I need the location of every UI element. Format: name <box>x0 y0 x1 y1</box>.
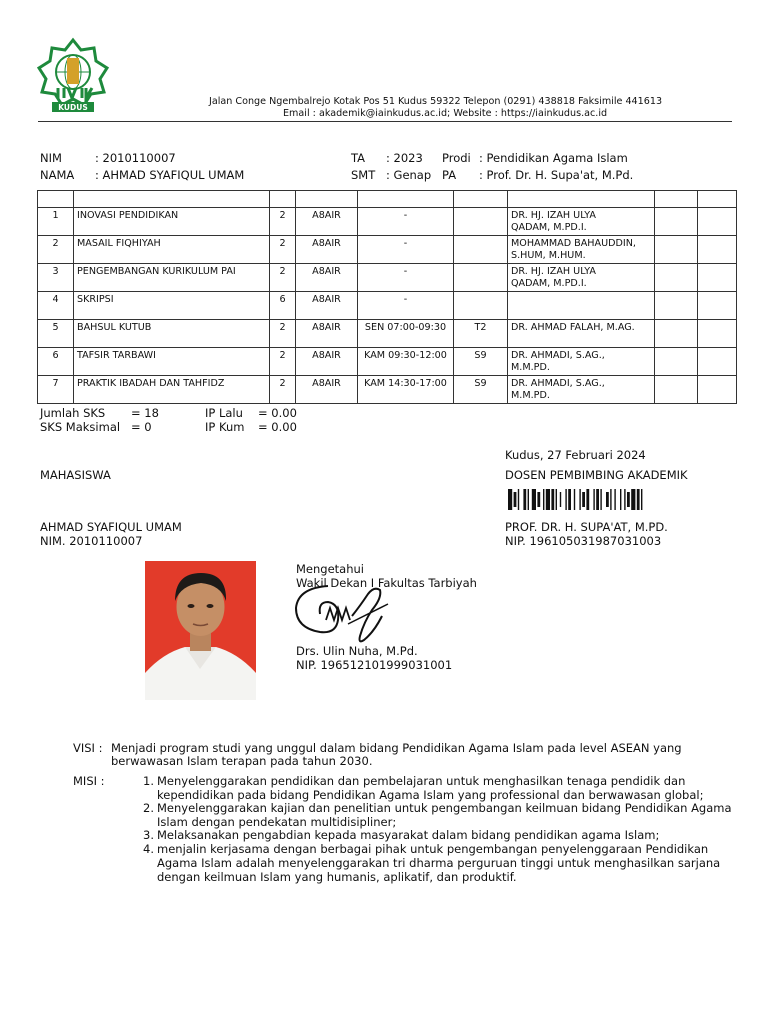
course-ruang: T2 <box>454 320 508 348</box>
wakil-dekan-name: Drs. Ulin Nuha, M.Pd. <box>296 644 418 658</box>
empty-cell <box>698 348 737 376</box>
course-dosen-line-1: DR. AHMADI, S.AG., <box>511 350 605 361</box>
course-jadwal: SEN 07:00-09:30 <box>358 320 454 348</box>
course-ruang <box>454 236 508 264</box>
course-name: INOVASI PENDIDIKAN <box>74 208 270 236</box>
empty-cell <box>698 292 737 320</box>
visi-label: VISI : <box>73 741 103 755</box>
empty-cell <box>655 236 698 264</box>
table-row <box>38 292 737 320</box>
ta-label: TA <box>351 151 365 165</box>
course-sks: 6 <box>270 292 296 320</box>
ip-kum-value: = 0.00 <box>258 420 297 434</box>
misi-text: menjalin kerjasama dengan berbagai pihak untuk pengembangan penyelenggaraan Pendidikan Agama Islam adalah menyelenggarakan tri dharma perguruan tinggi untuk menghasilkan sarjana dengan keilmuan Islam yang humanis, aplikatif, dan produktif. <box>157 842 721 884</box>
ip-lalu-label: IP Lalu <box>205 406 243 420</box>
course-no: 7 <box>38 376 74 404</box>
student-nim: NIM. 2010110007 <box>40 534 143 548</box>
course-dosen-line-2: QADAM, M.PD.I. <box>511 277 587 289</box>
empty-cell <box>655 348 698 376</box>
course-table <box>37 190 737 404</box>
course-dosen <box>508 348 655 376</box>
misi-text: Menyelenggarakan pendidikan dan pembelajaran untuk menghasilkan tenaga pendidik dan kependidikan pada bidang Pendidikan Agama Islam yang professional dan berwawasan global; <box>157 774 704 802</box>
course-name: PENGEMBANGAN KURIKULUM PAI <box>74 264 270 292</box>
course-ruang <box>454 292 508 320</box>
course-ruang: S9 <box>454 376 508 404</box>
empty-cell <box>655 376 698 404</box>
misi-label: MISI : <box>73 774 105 788</box>
nama-label: NAMA <box>40 168 75 182</box>
pa-value: : Prof. Dr. H. Supa'at, M.Pd. <box>479 168 634 182</box>
course-dosen-line-2: M.M.PD. <box>511 389 550 401</box>
course-kelas: A8AIR <box>296 348 358 376</box>
svg-text:KUDUS: KUDUS <box>58 103 88 112</box>
empty-cell <box>655 320 698 348</box>
misi-number: 4. <box>143 842 154 856</box>
ip-lalu-value: = 0.00 <box>258 406 297 420</box>
misi-text: Menyelenggarakan kajian dan penelitian untuk pengembangan keilmuan bidang Pendidikan Agama Islam dengan pendekatan multidisipliner; <box>157 801 732 829</box>
course-jadwal: - <box>358 292 454 320</box>
course-dosen <box>508 292 655 320</box>
misi-number: 3. <box>143 828 154 842</box>
course-dosen-line-2: QADAM, M.PD.I. <box>511 221 587 233</box>
iain-kudus-logo <box>36 36 110 116</box>
course-kelas: A8AIR <box>296 292 358 320</box>
course-kelas: A8AIR <box>296 264 358 292</box>
empty-cell <box>698 264 737 292</box>
misi-text: Melaksanakan pengabdian kepada masyarakat dalam bidang pendidikan agama Islam; <box>157 828 660 842</box>
misi-number: 1. <box>143 774 154 788</box>
course-no: 1 <box>38 208 74 236</box>
course-dosen <box>508 376 655 404</box>
course-no: 3 <box>38 264 74 292</box>
dosen-nip: NIP. 196105031987031003 <box>505 534 662 548</box>
course-dosen <box>508 236 655 264</box>
ta-value: : 2023 <box>386 151 423 165</box>
course-name: PRAKTIK IBADAH DAN TAHFIDZ <box>74 376 270 404</box>
visi-line-1: Menjadi program studi yang unggul dalam bidang Pendidikan Agama Islam pada level ASEAN yang <box>111 741 682 755</box>
course-no: 4 <box>38 292 74 320</box>
visi-line-2: berwawasan Islam terapan pada tahun 2030. <box>111 754 373 768</box>
empty-cell <box>655 264 698 292</box>
nim-label: NIM <box>40 151 62 165</box>
course-ruang <box>454 264 508 292</box>
jumlah-sks-value: = 18 <box>131 406 159 420</box>
header-divider <box>38 121 732 122</box>
course-dosen-line-2: M.M.PD. <box>511 361 550 373</box>
course-name: MASAIL FIQHIYAH <box>74 236 270 264</box>
table-row <box>38 264 737 292</box>
course-sks: 2 <box>270 208 296 236</box>
table-row <box>38 348 737 376</box>
course-ruang <box>454 208 508 236</box>
sks-maksimal-label: SKS Maksimal <box>40 420 121 434</box>
table-row <box>38 208 737 236</box>
course-name: TAFSIR TARBAWI <box>74 348 270 376</box>
course-kelas: A8AIR <box>296 376 358 404</box>
sks-maksimal-value: = 0 <box>131 420 152 434</box>
empty-cell <box>655 292 698 320</box>
handwritten-signature <box>290 576 400 646</box>
table-row <box>38 320 737 348</box>
course-dosen-line-1: DR. HJ. IZAH ULYA <box>511 266 596 277</box>
course-sks: 2 <box>270 348 296 376</box>
course-no: 6 <box>38 348 74 376</box>
course-jadwal: - <box>358 208 454 236</box>
course-sks: 2 <box>270 320 296 348</box>
empty-cell <box>698 208 737 236</box>
table-row <box>38 236 737 264</box>
ip-kum-label: IP Kum <box>205 420 245 434</box>
empty-cell <box>698 236 737 264</box>
nim-value: : 2010110007 <box>95 151 176 165</box>
course-jadwal: - <box>358 264 454 292</box>
place-date: Kudus, 27 Februari 2024 <box>505 448 646 462</box>
header-contact: Email : akademik@iainkudus.ac.id; Website : https://iainkudus.ac.id <box>283 108 608 119</box>
mahasiswa-label: MAHASISWA <box>40 468 111 482</box>
empty-cell <box>698 320 737 348</box>
course-jadwal: KAM 14:30-17:00 <box>358 376 454 404</box>
course-dosen-line-2: S.HUM, M.HUM. <box>511 249 586 261</box>
course-jadwal: - <box>358 236 454 264</box>
course-dosen-line-1: MOHAMMAD BAHAUDDIN, <box>511 238 636 249</box>
course-ruang: S9 <box>454 348 508 376</box>
course-dosen-line-1: DR. AHMADI, S.AG., <box>511 378 605 389</box>
course-kelas: A8AIR <box>296 208 358 236</box>
course-no: 2 <box>38 236 74 264</box>
table-header-row <box>38 191 737 208</box>
jumlah-sks-label: Jumlah SKS <box>40 406 106 420</box>
header-address: Jalan Conge Ngembalrejo Kotak Pos 51 Kudus 59322 Telepon (0291) 438818 Faksimile 441613 <box>209 96 663 107</box>
course-sks: 2 <box>270 236 296 264</box>
empty-cell <box>698 376 737 404</box>
course-kelas: A8AIR <box>296 320 358 348</box>
barcode-icon <box>508 489 720 510</box>
course-dosen <box>508 264 655 292</box>
nama-value: : AHMAD SYAFIQUL UMAM <box>95 168 245 182</box>
course-sks: 2 <box>270 264 296 292</box>
student-name: AHMAD SYAFIQUL UMAM <box>40 520 182 534</box>
misi-number: 2. <box>143 801 154 815</box>
course-sks: 2 <box>270 376 296 404</box>
dosen-name: PROF. DR. H. SUPA'AT, M.PD. <box>505 520 668 534</box>
mengetahui-label: Mengetahui <box>296 562 364 576</box>
course-dosen-line-1: DR. HJ. IZAH ULYA <box>511 210 596 221</box>
smt-value: : Genap <box>386 168 432 182</box>
wakil-dekan-title: Wakil Dekan I Fakultas Tarbiyah <box>296 576 477 590</box>
course-no: 5 <box>38 320 74 348</box>
empty-cell <box>655 208 698 236</box>
prodi-value: : Pendidikan Agama Islam <box>479 151 628 165</box>
dosen-pa-label: DOSEN PEMBIMBING AKADEMIK <box>505 468 688 482</box>
course-dosen <box>508 320 655 348</box>
pa-label: PA <box>442 168 457 182</box>
course-jadwal: KAM 09:30-12:00 <box>358 348 454 376</box>
table-row <box>38 376 737 404</box>
smt-label: SMT <box>351 168 376 182</box>
course-name: SKRIPSI <box>74 292 270 320</box>
course-name: BAHSUL KUTUB <box>74 320 270 348</box>
course-dosen <box>508 208 655 236</box>
wakil-dekan-nip: NIP. 196512101999031001 <box>296 658 453 672</box>
course-kelas: A8AIR <box>296 236 358 264</box>
prodi-label: Prodi <box>442 151 471 165</box>
course-dosen-line-1: DR. AHMAD FALAH, M.AG. <box>511 322 635 333</box>
student-photo <box>145 561 256 700</box>
